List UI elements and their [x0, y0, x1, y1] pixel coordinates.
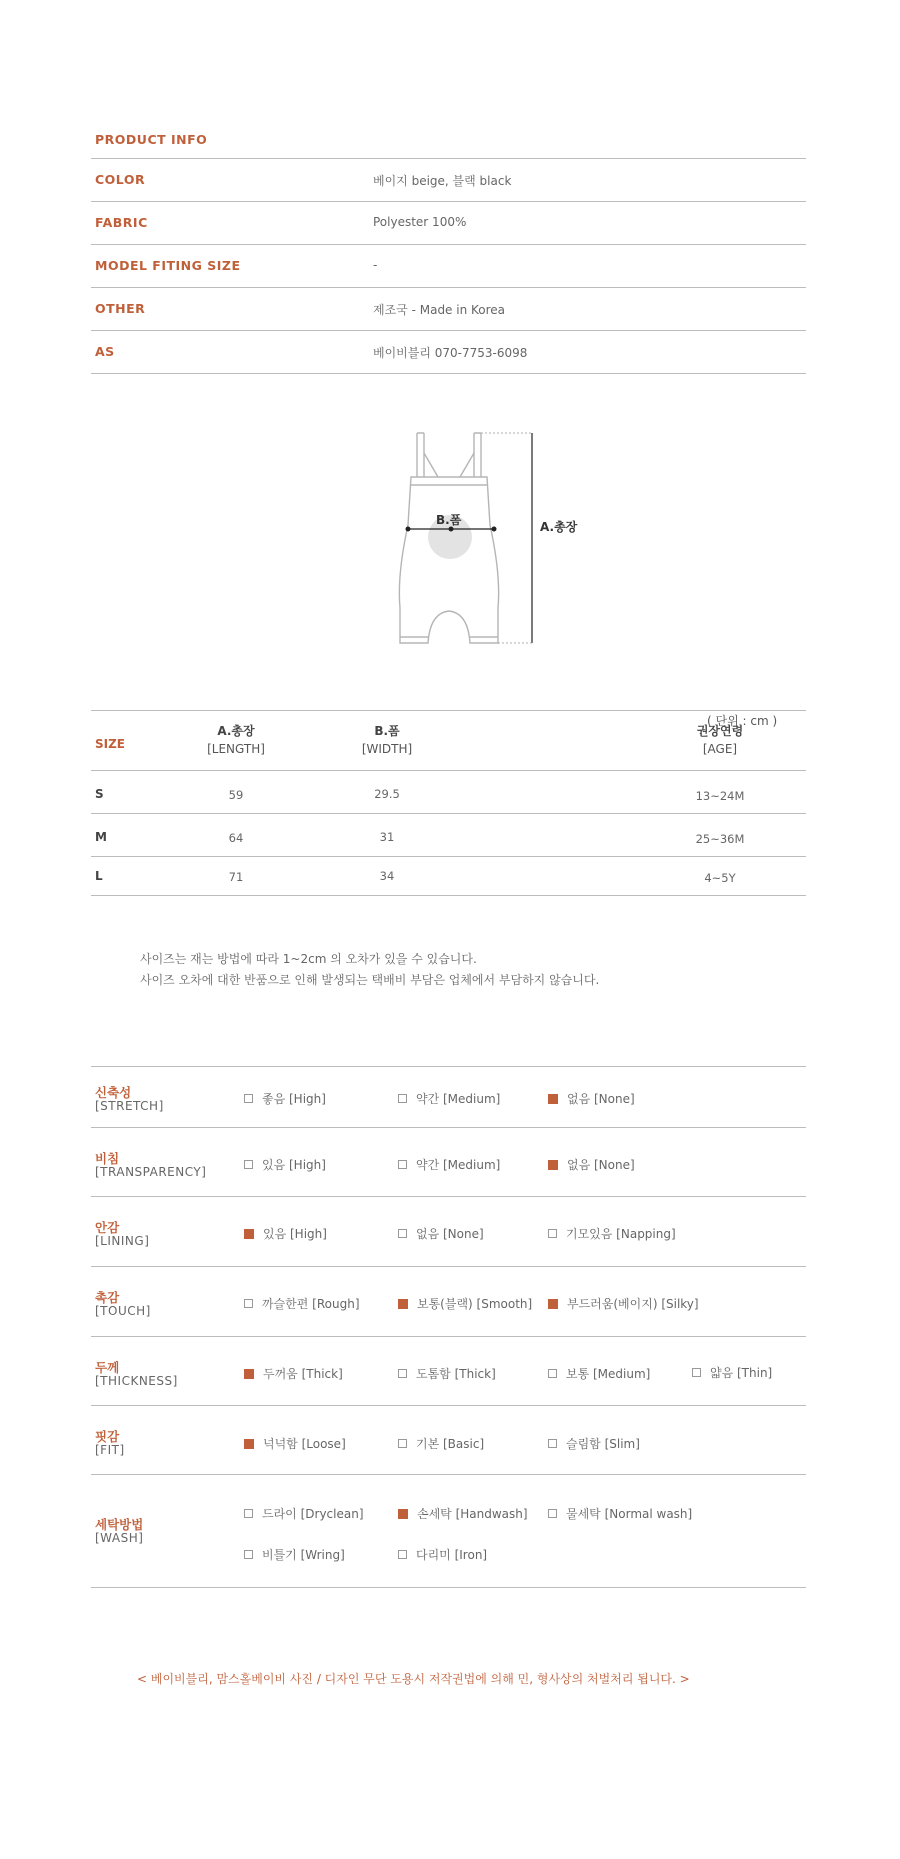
- checkbox-empty-icon: [244, 1094, 253, 1103]
- info-row: [91, 201, 806, 244]
- attribute-subtitle: [THICKNESS]: [95, 1374, 178, 1388]
- divider: [91, 895, 806, 896]
- option-label: 보통(블랙) [Smooth]: [417, 1297, 533, 1311]
- age-cell: 13~24M: [695, 789, 745, 803]
- info-row: [91, 244, 806, 287]
- option-label: 약간 [Medium]: [416, 1158, 501, 1172]
- attribute-title: 핏감: [95, 1429, 120, 1444]
- size-cell: S: [95, 787, 104, 801]
- info-value: Polyester 100%: [373, 215, 467, 229]
- checkbox-filled-icon: [548, 1160, 558, 1170]
- divider: [91, 813, 806, 814]
- option-item: [244, 1435, 346, 1452]
- option-label: 기모있음 [Napping]: [566, 1227, 676, 1241]
- checkbox-empty-icon: [548, 1229, 557, 1238]
- option-label: 없음 [None]: [567, 1092, 635, 1106]
- attribute-title: 안감: [95, 1220, 120, 1235]
- checkbox-empty-icon: [548, 1509, 557, 1518]
- option-item: [398, 1365, 496, 1382]
- length-header: [176, 722, 296, 758]
- checkbox-empty-icon: [692, 1368, 701, 1377]
- checkbox-filled-icon: [244, 1439, 254, 1449]
- checkbox-empty-icon: [244, 1299, 253, 1308]
- info-row: [91, 287, 806, 330]
- option-label: 좋음 [High]: [262, 1092, 326, 1106]
- option-label: 보통 [Medium]: [566, 1367, 651, 1381]
- info-value: 베이지 beige, 블랙 black: [373, 174, 512, 188]
- option-label: 두꺼움 [Thick]: [263, 1367, 343, 1381]
- info-key: COLOR: [95, 172, 146, 187]
- diagram-label-a: A.총장: [540, 520, 578, 534]
- option-item: [398, 1546, 487, 1563]
- option-item: [398, 1295, 532, 1312]
- divider: [91, 1196, 806, 1197]
- info-row: [91, 330, 806, 373]
- option-item: [244, 1090, 326, 1107]
- age-header-en: [AGE]: [702, 742, 738, 756]
- option-item: [244, 1156, 326, 1173]
- option-label: 기본 [Basic]: [416, 1437, 485, 1451]
- attribute-subtitle: [LINING]: [95, 1234, 150, 1248]
- option-item: [398, 1435, 484, 1452]
- attribute-subtitle: [TOUCH]: [95, 1304, 151, 1318]
- option-label: 넉넉함 [Loose]: [263, 1437, 346, 1451]
- option-item: [244, 1365, 343, 1382]
- option-item: [548, 1505, 692, 1522]
- attribute-title: 세탁방법: [95, 1517, 144, 1532]
- option-item: [244, 1225, 327, 1242]
- checkbox-empty-icon: [398, 1094, 407, 1103]
- info-key: AS: [95, 344, 115, 359]
- option-item: [398, 1225, 484, 1242]
- copyright-notice: < 베이비블리, 맘스홀베이비 사진 / 디자인 무단 도용시 저작권법에 의해 민, 형사상의 처벌처리 됩니다. >: [137, 1672, 690, 1686]
- info-value: 제조국 - Made in Korea: [373, 303, 506, 317]
- option-item: [398, 1156, 500, 1173]
- garment-diagram: [380, 425, 620, 655]
- size-note: 사이즈는 재는 방법에 따라 1~2cm 의 오차가 있을 수 있습니다.: [140, 952, 477, 966]
- option-item: [548, 1435, 640, 1452]
- option-label: 까슬한편 [Rough]: [262, 1297, 360, 1311]
- size-note: 사이즈 오차에 대한 반품으로 인해 발생되는 택배비 부담은 업체에서 부담하지 않습니다.: [140, 973, 600, 987]
- info-key: OTHER: [95, 301, 146, 316]
- length-header-en: [LENGTH]: [207, 742, 265, 756]
- checkbox-empty-icon: [244, 1509, 253, 1518]
- divider: [91, 373, 806, 374]
- width-header: [327, 722, 447, 758]
- option-item: [548, 1156, 635, 1173]
- attribute-title: 촉감: [95, 1290, 120, 1305]
- option-label: 드라이 [Dryclean]: [262, 1507, 364, 1521]
- age-cell: 4~5Y: [704, 871, 736, 885]
- checkbox-empty-icon: [244, 1550, 253, 1559]
- attribute-subtitle: [WASH]: [95, 1531, 144, 1545]
- divider: [91, 1266, 806, 1267]
- divider: [91, 770, 806, 771]
- info-value: -: [373, 258, 378, 272]
- checkbox-filled-icon: [244, 1229, 254, 1239]
- option-label: 부드러움(베이지) [Silky]: [567, 1297, 699, 1311]
- divider: [91, 1066, 806, 1067]
- option-item: [398, 1505, 528, 1522]
- option-label: 있음 [High]: [263, 1227, 327, 1241]
- checkbox-empty-icon: [244, 1160, 253, 1169]
- width-cell: 34: [379, 869, 395, 883]
- option-item: [548, 1295, 699, 1312]
- option-item: [548, 1225, 676, 1242]
- option-item: [398, 1090, 500, 1107]
- option-label: 얇음 [Thin]: [710, 1366, 773, 1380]
- checkbox-empty-icon: [398, 1229, 407, 1238]
- divider: [91, 1587, 806, 1588]
- diagram-label-b: B.폼: [436, 513, 462, 527]
- option-label: 없음 [None]: [567, 1158, 635, 1172]
- length-header-ko: A.총장: [217, 724, 255, 738]
- checkbox-filled-icon: [244, 1369, 254, 1379]
- checkbox-empty-icon: [398, 1369, 407, 1378]
- option-item: [548, 1090, 635, 1107]
- divider: [91, 1127, 806, 1128]
- option-label: 비틀기 [Wring]: [262, 1548, 345, 1562]
- option-label: 물세탁 [Normal wash]: [566, 1507, 693, 1521]
- checkbox-empty-icon: [398, 1160, 407, 1169]
- checkbox-filled-icon: [398, 1299, 408, 1309]
- checkbox-filled-icon: [548, 1094, 558, 1104]
- unit-label: ( 단위 : cm ): [707, 714, 778, 728]
- divider: [91, 1474, 806, 1475]
- divider: [91, 710, 806, 711]
- divider: [91, 856, 806, 857]
- checkbox-empty-icon: [548, 1369, 557, 1378]
- age-header: [660, 722, 780, 758]
- checkbox-empty-icon: [398, 1550, 407, 1559]
- attribute-subtitle: [TRANSPARENCY]: [95, 1165, 207, 1179]
- attribute-title: 신축성: [95, 1085, 132, 1100]
- option-label: 있음 [High]: [262, 1158, 326, 1172]
- option-item: [244, 1505, 364, 1522]
- option-label: 도톰함 [Thick]: [416, 1367, 496, 1381]
- option-label: 없음 [None]: [416, 1227, 484, 1241]
- info-key: FABRIC: [95, 215, 148, 230]
- attribute-title: 비침: [95, 1151, 120, 1166]
- divider: [91, 1336, 806, 1337]
- option-item: [244, 1295, 360, 1312]
- age-header-ko: 권장연령: [696, 724, 744, 738]
- length-cell: 71: [228, 870, 244, 884]
- attribute-title: 두께: [95, 1360, 120, 1375]
- attribute-subtitle: [STRETCH]: [95, 1099, 164, 1113]
- option-item: [548, 1365, 650, 1382]
- product-info-title: PRODUCT INFO: [95, 132, 208, 147]
- option-item: [244, 1546, 345, 1563]
- age-cell: 25~36M: [695, 832, 745, 846]
- info-key: MODEL FITING SIZE: [95, 258, 241, 273]
- info-value: 베이비블리 070-7753-6098: [373, 346, 528, 360]
- option-label: 다리미 [Iron]: [416, 1548, 488, 1562]
- width-header-ko: B.폼: [374, 724, 400, 738]
- width-cell: 29.5: [374, 787, 400, 801]
- width-cell: 31: [379, 830, 395, 844]
- option-label: 슬림함 [Slim]: [566, 1437, 640, 1451]
- option-item: [692, 1364, 772, 1381]
- option-label: 손세탁 [Handwash]: [417, 1507, 528, 1521]
- width-header-en: [WIDTH]: [361, 742, 413, 756]
- checkbox-filled-icon: [548, 1299, 558, 1309]
- info-row: [91, 158, 806, 201]
- size-header: SIZE: [95, 737, 126, 751]
- length-cell: 59: [228, 788, 244, 802]
- size-cell: L: [95, 869, 103, 883]
- divider: [91, 1405, 806, 1406]
- size-cell: M: [95, 830, 107, 844]
- checkbox-empty-icon: [548, 1439, 557, 1448]
- checkbox-filled-icon: [398, 1509, 408, 1519]
- length-cell: 64: [228, 831, 244, 845]
- option-label: 약간 [Medium]: [416, 1092, 501, 1106]
- attribute-subtitle: [FIT]: [95, 1443, 125, 1457]
- checkbox-empty-icon: [398, 1439, 407, 1448]
